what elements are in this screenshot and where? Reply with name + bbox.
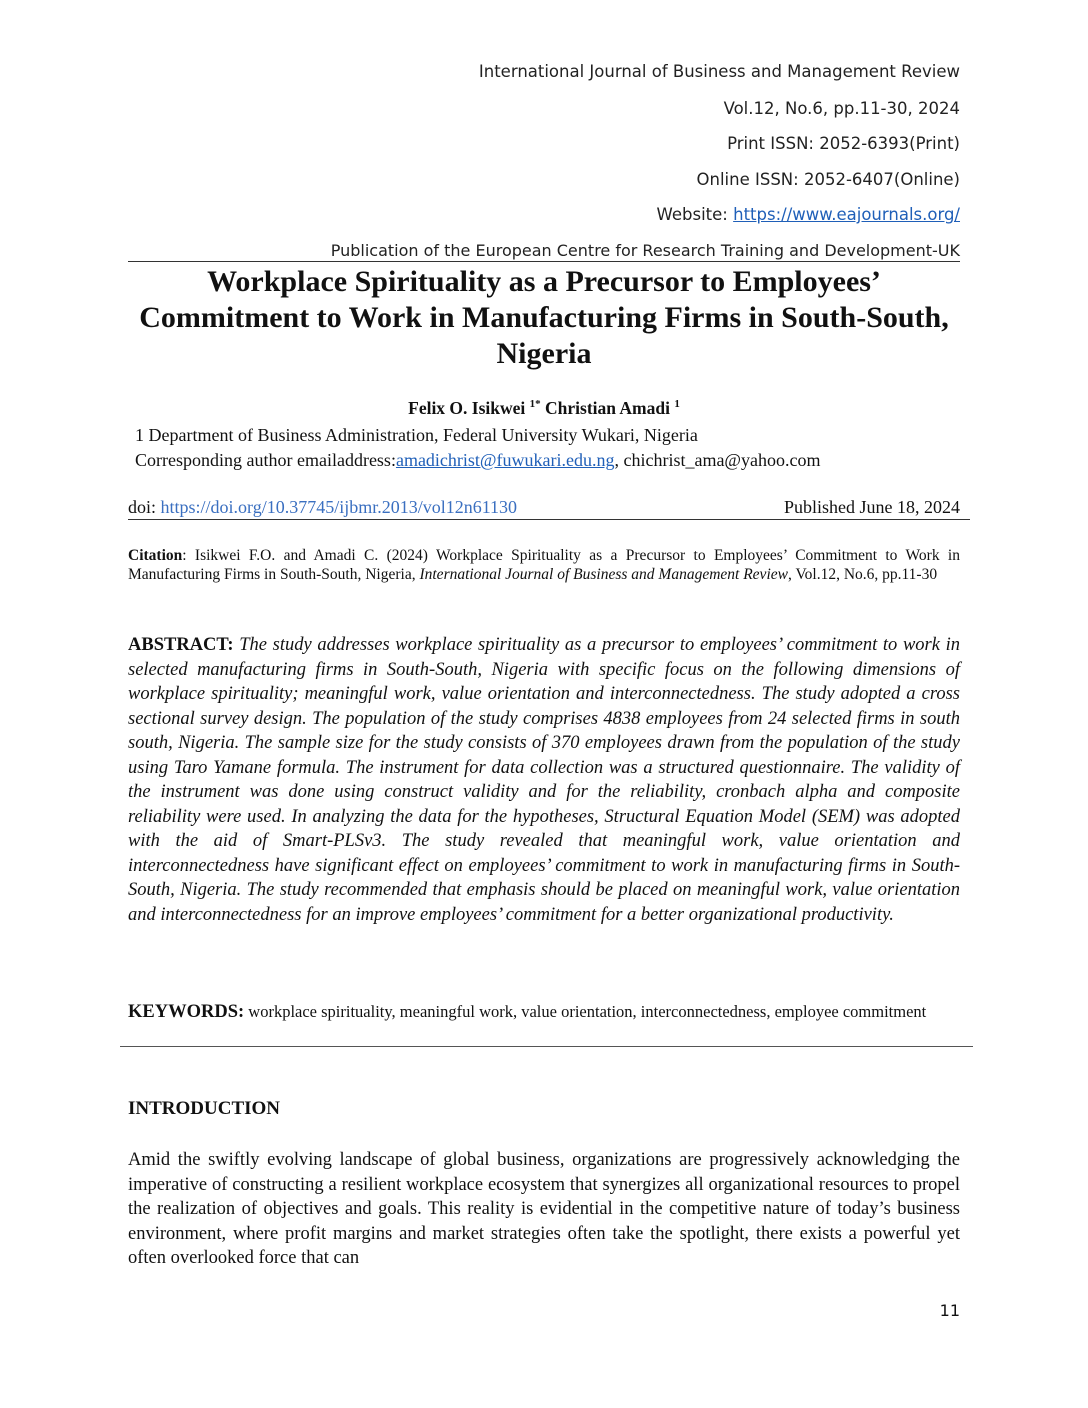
citation-journal: International Journal of Business and Management Review	[419, 566, 788, 583]
citation-tail: , Vol.12, No.6, pp.11-30	[787, 566, 938, 583]
keywords-text: workplace spirituality, meaningful work, value orientation, interconnectedness, employee commitment	[244, 1002, 927, 1021]
corresponding-author	[135, 450, 820, 471]
keywords	[128, 1001, 960, 1023]
corresponding-label: Corresponding author emailaddress:	[135, 450, 396, 470]
author-1-affiliation-mark: 1*	[529, 398, 541, 411]
online-issn: Online ISSN: 2052-6407(Online)	[696, 170, 960, 189]
abstract	[128, 633, 960, 927]
citation	[128, 546, 960, 584]
keywords-divider	[120, 1046, 973, 1047]
website-line	[657, 205, 960, 224]
doi-row	[128, 497, 960, 519]
website-label: Website:	[656, 205, 734, 224]
corresponding-email-alt: , chichrist_ama@yahoo.com	[614, 450, 821, 470]
abstract-text: The study addresses workplace spirituality as a precursor to employees’ commitment to work in selected manufacturing firms in South-South, Nigeria with specific focus on the following dimensions of workplace spirituality; meaningful work, value orientation and interconnectedness. The study adopted a cross sectional survey design. The population of the study comprises 4838 employees from 24 selected firms in south south, Nigeria. The sample size for the study consists of 370 employees drawn from the population of the study using Taro Yamane formula. The instrument for data collection was a structured questionnaire. The validity of the instrument was done using construct validity and for the reliability, cronbach alpha and composite reliability were used. In analyzing the data for the hypotheses, Structural Equation Model (SEM) was adopted with the aid of Smart-PLSv3. The study revealed that meaningful work, value orientation and interconnectedness have significant effect on employees’ commitment to work in manufacturing firms in South-South, Nigeria. The study recommended that emphasis should be placed on meaningful work, value orientation and interconnectedness for an improve employees’ commitment for a better organizational productivity.	[128, 635, 960, 925]
introduction-paragraph: Amid the swiftly evolving landscape of global business, organizations are progressively acknowledging the imperative of constructing a resilient workplace ecosystem that synergizes all organizational resources to propel the realization of objectives and goals. This reality is evidential in the competitive nature of today’s business environment, where profit margins and market strategies often take the spotlight, there exists a powerful yet often overlooked force that can	[128, 1150, 960, 1268]
volume-info: Vol.12, No.6, pp.11-30, 2024	[723, 99, 960, 118]
author-2-affiliation-mark: 1	[674, 398, 680, 411]
header-divider	[128, 261, 960, 262]
citation-label: Citation	[128, 547, 183, 564]
affiliation: 1 Department of Business Administration, Federal University Wukari, Nigeria	[135, 425, 698, 445]
doi-divider	[128, 519, 970, 520]
journal-name: International Journal of Business and Management Review	[478, 62, 960, 81]
keywords-label: KEYWORDS:	[128, 1002, 245, 1022]
abstract-label: ABSTRACT:	[128, 635, 240, 655]
doi-link[interactable]: https://doi.org/10.37745/ijbmr.2013/vol12n61130	[160, 497, 518, 517]
corresponding-email-link[interactable]: amadichrist@fuwukari.edu.ng	[395, 450, 615, 470]
author-2-name: Christian Amadi	[545, 398, 670, 418]
author-1-name: Felix O. Isikwei	[408, 398, 526, 418]
website-link[interactable]: https://www.eajournals.org/	[733, 205, 960, 224]
introduction-heading: INTRODUCTION	[128, 1098, 281, 1119]
citation-text: : Isikwei F.O. and Amadi C. (2024) Workplace Spirituality as a Precursor to Employees’ Commitment to Work in Manufacturing Firms in South-South, Nigeria,	[128, 547, 960, 583]
print-issn: Print ISSN: 2052-6393(Print)	[727, 134, 960, 153]
published-date: Published June 18, 2024	[783, 497, 960, 517]
doi-label: doi:	[128, 497, 161, 517]
page-number: 11	[939, 1301, 960, 1320]
publisher-line: Publication of the European Centre for Research Training and Development-UK	[330, 241, 960, 260]
author-line	[128, 398, 960, 419]
paper-title: Workplace Spirituality as a Precursor to Employees’ Commitment to Work in Manufacturing Firms in South-South, Nigeria	[139, 265, 949, 370]
